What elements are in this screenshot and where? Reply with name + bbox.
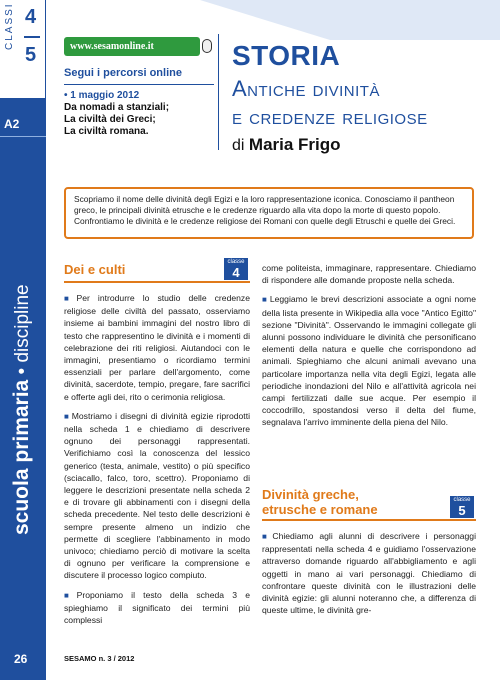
paragraph-text: Leggiamo le brevi descrizioni associate a ogni nome della lista presente in Wikipedia alla voce "Antico Egitto" sezione "Divinità". Osservando le immagini collegate gli alunni possono individuare le divinità che personificano elementi della natura e quelle che corrispondono ad animali. Spieghiamo che alcuni animali avevano una particolare importanza nella vita degli Egizi, legata alle periodiche inondazioni del Nilo e all'attività agricola nei campi fertilizzati dalle sue acque. Per esempio il coccodrillo, spostandosi verso il delta del fiume, segnalava l'arrivo imminente della piena del Nilo.	[262, 294, 476, 428]
intro-box: Scopriamo il nome delle divinità degli Egizi e la loro rappresentazione iconica. Conosciamo il pantheon greco, le principali divinità etrusche e le credenze riguardo alla vita dopo la morte di questo popolo. Confrontiamo le divinità e le credenze religiose dei Romani con quelle degli Etruschi e quelle dei Greci.	[64, 187, 474, 239]
paragraph-text: Mostriamo i disegni di divinità egizie riprodotti nella scheda 1 e chiediamo di descrivere ognuno dei personaggi rappresentati. Verifichiamo così la conoscenza del lessico generico (testa, animale, vestito) o più specifico (sciacallo, falco, toro, scettro). Proponiamo di leggere le descrizioni presentate nella scheda 2 e di trovare gli abbinamenti con i disegni della scheda precedente. Nel testo delle descrizioni è sempre presente almeno un indizio che permette di scegliere l'abbinamento in modo univoco; chiediamo perciò di motivare la scelta di ognuno per verificare la comprensione e discutere il processo logico compiuto.	[64, 410, 250, 581]
paragraph: come politeista, immaginare, rappresentare. Chiediamo di rispondere alle domande proposte nella scheda.	[262, 263, 476, 286]
heading-rule	[262, 519, 476, 521]
bullet-square-icon: ■	[64, 590, 75, 600]
heading-line: Divinità greche,	[262, 487, 359, 502]
page-subtitle-line1: Antiche divinità	[232, 76, 380, 101]
classe-badge-4	[224, 258, 248, 280]
paragraph-text: Per introdurre lo studio delle credenze religiose delle civiltà del passato, osserviamo insieme ai bambini immagini del nostro libro di testo che rappresentino le divinità e i momenti di celebrazione dei riti religiosi. Aiutandoci con le immagini, presentiamo o ricordiamo termini essenziali per parlare dell'argomento, come divinità, sacerdote, tempio, pregare, fare sacrifici e offerte agli dei, rito o cerimonia religiosa.	[64, 293, 250, 402]
paragraph	[64, 292, 250, 403]
mouse-icon	[202, 39, 212, 53]
classi-box	[0, 0, 46, 98]
left-sidebar	[0, 0, 46, 680]
header-vertical-rule	[218, 34, 219, 150]
heading-line: etrusche e romane	[262, 502, 378, 517]
lesson-item: Da nomadi a stanziali;	[64, 102, 170, 113]
class-number-5: 5	[25, 44, 37, 66]
paragraph	[262, 530, 476, 616]
lesson-item: La civiltà romana.	[64, 126, 149, 137]
column-left	[64, 292, 250, 633]
sesamonline-logo[interactable]	[64, 37, 200, 56]
heading-divinita-greche	[262, 487, 378, 517]
column-right-top	[262, 262, 476, 436]
classe-badge-label: classe	[227, 259, 245, 265]
page-subtitle-line2: e credenze religiose	[232, 104, 428, 129]
paragraph	[64, 589, 250, 627]
vertical-section-title	[10, 284, 34, 535]
vertical-title-bold: scuola primaria	[10, 379, 33, 535]
bullet-square-icon: ■	[64, 294, 75, 303]
lesson-list	[64, 102, 169, 138]
classi-label: CLASSI	[4, 2, 15, 50]
logo-text: www.sesamonline.it	[70, 41, 154, 52]
classe-badge-number: 5	[458, 503, 466, 518]
paragraph	[64, 410, 250, 582]
class-separator	[24, 36, 40, 38]
percorsi-online-label: Segui i percorsi online	[64, 67, 182, 79]
bullet-square-icon: ■	[262, 295, 268, 305]
page-title: STORIA	[232, 40, 341, 71]
classe-badge-number: 4	[232, 265, 240, 280]
bullet-square-icon: ■	[262, 532, 271, 541]
paragraph-text: Proponiamo il testo della scheda 3 e spieghiamo il significato dei termini più complessi	[64, 589, 250, 626]
percorsi-rule	[64, 84, 214, 85]
classe-badge-5	[450, 496, 474, 518]
section-divider	[0, 136, 46, 137]
heading-dei-e-culti: Dei e culti	[64, 262, 126, 277]
classe-badge-label: classe	[453, 497, 471, 503]
date-line: • 1 maggio 2012	[64, 90, 140, 101]
lesson-item: La civiltà dei Greci;	[64, 114, 156, 125]
paragraph	[262, 293, 476, 428]
author-prefix: di	[232, 137, 249, 154]
class-number-4: 4	[25, 6, 37, 28]
heading-rule	[64, 281, 250, 283]
header-diagonal-band	[200, 0, 500, 40]
paragraph-text: Chiediamo agli alunni di descrivere i personaggi rappresentati nella scheda 4 e guidiamo l'osservazione attraverso domande riguardo all'abbigliamento e agli oggetti in mano ai vari personaggi. Chiediamo di confrontare queste divinità con le illustrazioni delle divinità egizie: gli alunni noteranno che, a differenza di queste ultime, le divinità gre-	[262, 531, 476, 616]
bullet-square-icon: ■	[64, 411, 70, 421]
vertical-title-light: • discipline	[12, 284, 33, 380]
column-right-bottom	[262, 530, 476, 623]
author-name: Maria Frigo	[248, 135, 341, 154]
footer-issue: SESAMO n. 3 / 2012	[64, 654, 135, 663]
page-number: 26	[14, 652, 28, 666]
section-code: A2	[4, 117, 20, 131]
author-line	[232, 135, 341, 155]
